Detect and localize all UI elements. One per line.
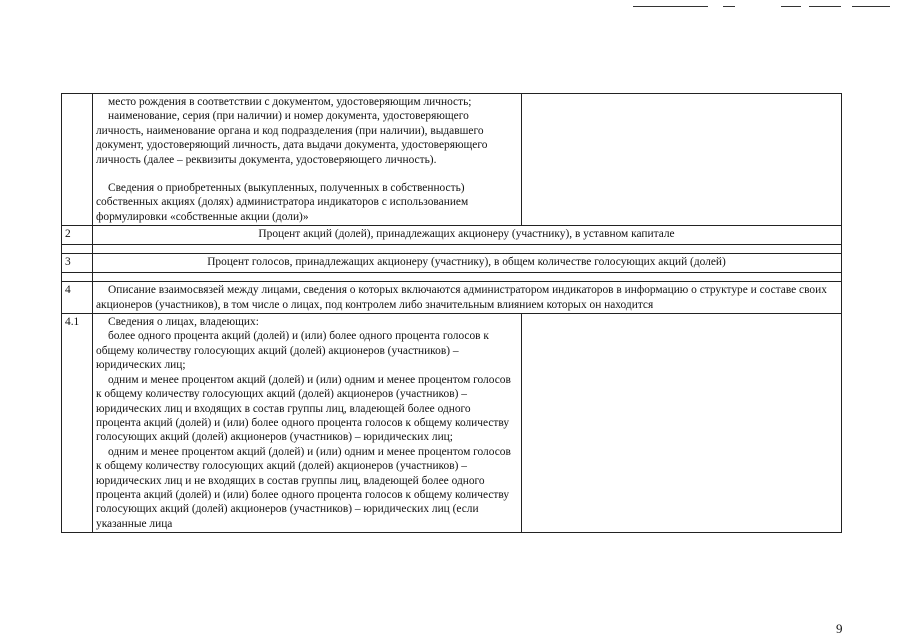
row-value-cell: [522, 94, 842, 226]
table-row-4: [62, 282, 842, 314]
description-paragraph: одним и менее процентом акций (долей) и (или) одним и менее процентом голосов к общему количеству голосующих акций (долей) акционеров (участников) – юридических лиц и входящих в состав группы лиц, владеющей более одного процента акций (долей) и (или) более одного процента голосов к общему количеству голосующих акций (долей) акционеров (участников) – юридических лиц;: [96, 373, 511, 444]
scan-artifact-line: [781, 6, 801, 7]
scan-artifact-line: [723, 6, 735, 7]
row-number-cell: 4.1: [62, 314, 93, 533]
row-number-cell: [62, 94, 93, 226]
description-paragraph: более одного процента акций (долей) и (или) более одного процента голосов к общему количеству голосующих акций (долей) акционеров (участников) – юридических лиц;: [96, 330, 489, 372]
row-description-cell: [93, 94, 522, 226]
table-row-3: [62, 254, 842, 273]
spacer-cell: [93, 273, 842, 282]
table-row-continuation: [62, 94, 842, 226]
table-row-spacer: [62, 245, 842, 254]
description-paragraph: наименование, серия (при наличии) и номер документа, удостоверяющего личность, наименование органа и код подразделения (при наличии), выдавшего документ, удостоверяющий личность, дата выдачи документа, удостоверяющего личность (далее – реквизиты документа, удостоверяющего личность).: [96, 110, 488, 166]
scan-artifact-line: [809, 6, 841, 7]
spacer-cell: [62, 273, 93, 282]
spacer-cell: [93, 245, 842, 254]
table-row-spacer: [62, 273, 842, 282]
section-heading-cell: Процент голосов, принадлежащих акционеру (участнику), в общем количестве голосующих акций (долей): [93, 254, 842, 273]
scan-artifact-line: [633, 6, 708, 7]
scan-artifact-line: [852, 6, 890, 7]
table-row-4-1: [62, 314, 842, 533]
section-heading-cell: Процент акций (долей), принадлежащих акционеру (участнику), в уставном капитале: [93, 226, 842, 245]
description-paragraph: Сведения о приобретенных (выкупленных, полученных в собственность) собственных акциях (долях) администратора индикаторов с использованием формулировки «собственные акции (доли)»: [96, 182, 469, 223]
table-row-2: [62, 226, 842, 245]
row-number-cell: 2: [62, 226, 93, 245]
row-description-cell: [93, 314, 522, 533]
description-paragraph: Сведения о лицах, владеющих:: [108, 316, 259, 329]
row-value-cell: [522, 314, 842, 533]
row-number-cell: 3: [62, 254, 93, 273]
row-number-cell: 4: [62, 282, 93, 314]
spacer-cell: [62, 245, 93, 254]
description-paragraph: место рождения в соответствии с документом, удостоверяющим личность;: [108, 96, 472, 108]
section-heading-cell: [93, 282, 842, 314]
description-paragraph: Описание взаимосвязей между лицами, сведения о которых включаются администратором индикаторов в информацию о структуре и составе своих акционеров (участников), в том числе о лицах, под контролем либо значительным влиянием которых он находится: [96, 284, 827, 311]
page-number: 9: [836, 621, 843, 636]
info-table: [61, 93, 842, 533]
description-paragraph: одним и менее процентом акций (долей) и (или) одним и менее процентом голосов к общему количеству голосующих акций (долей) акционеров (участников) – юридических лиц и не входящих в состав группы лиц, владеющей более одного процента акций (долей) и (или) более одного процента голосов к общему количеству голосующих акций (долей) акционеров (участников) – юридических лиц (если указанные лица: [96, 445, 511, 530]
